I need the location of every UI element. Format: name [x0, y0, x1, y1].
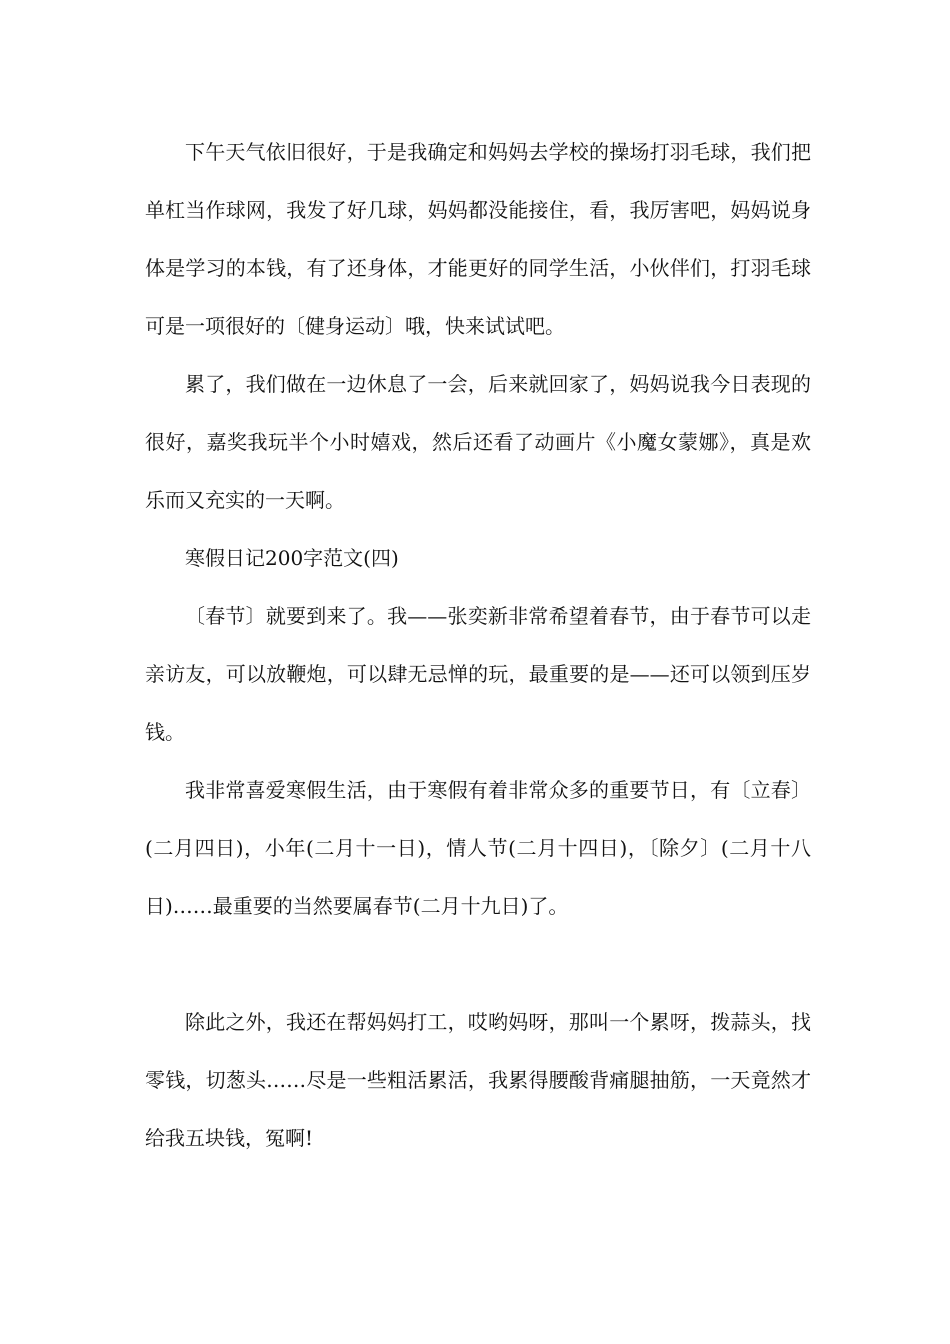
paragraph-holidays: 我非常喜爱寒假生活，由于寒假有着非常众多的重要节日，有〔立春〕(二月四日)，小年(二月十一日)，情人节(二月十四日)，〔除夕〕(二月十八日)……最重要的当然要属春节(二月十九日)了。	[145, 778, 811, 918]
paragraph-gap	[145, 935, 811, 993]
paragraph-badminton: 下午天气依旧很好，于是我确定和妈妈去学校的操场打羽毛球，我们把单杠当作球网，我发了好几球，妈妈都没能接住，看，我厉害吧，妈妈说身体是学习的本钱，有了还身体，才能更好的同学生活，小伙伴们，打羽毛球可是一项很好的〔健身运动〕哦，快来试试吧。	[145, 140, 811, 338]
paragraph-spring-festival: 〔春节〕就要到来了。我——张奕新非常希望着春节，由于春节可以走亲访友，可以放鞭炮，可以肆无忌惮的玩，最重要的是——还可以领到压岁钱。	[145, 604, 811, 744]
section-heading: 寒假日记200字范文(四)	[185, 546, 399, 570]
paragraph-work: 除此之外，我还在帮妈妈打工，哎哟妈呀，那叫一个累呀，拨蒜头，找零钱，切葱头……尽是一些粗活累活，我累得腰酸背痛腿抽筋，一天竟然才给我五块钱，冤啊!	[145, 1010, 811, 1150]
document-body	[145, 123, 811, 1167]
paragraph-rest: 累了，我们做在一边休息了一会，后来就回家了，妈妈说我今日表现的很好，嘉奖我玩半个小时嬉戏，然后还看了动画片《小魔女蒙娜》，真是欢乐而又充实的一天啊。	[145, 372, 811, 512]
